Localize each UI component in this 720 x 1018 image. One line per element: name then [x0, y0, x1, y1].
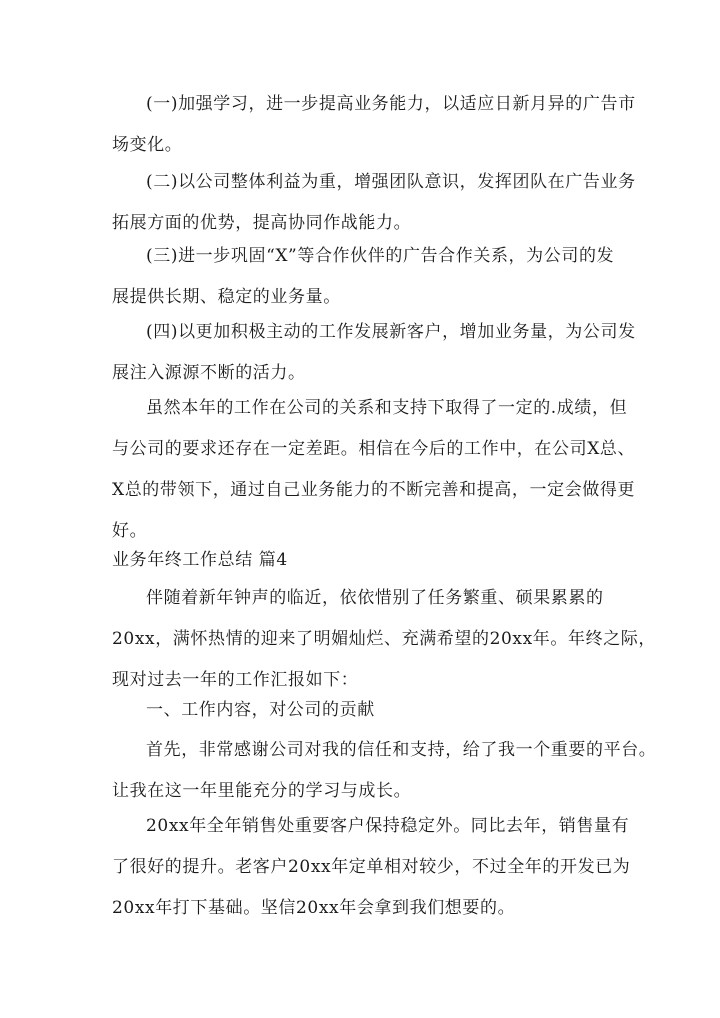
paragraph-line: 让我在这一年里能充分的学习与成长。: [112, 781, 412, 801]
paragraph-line: 好。: [112, 521, 148, 541]
paragraph-6: [112, 578, 657, 701]
paragraph-line: X总的带领下，通过自己业务能力的不断完善和提高，一定会做得更: [112, 480, 636, 500]
paragraph-line: 拓展方面的优势，提高协同作战能力。: [112, 213, 412, 233]
paragraph-line: 与公司的要求还存在一定差距。相信在今后的工作中，在公司X总、: [112, 439, 636, 459]
paragraph-line: 20xx年全年销售处重要客户保持稳定外。同比去年，销售量有: [146, 816, 630, 836]
paragraph-3: [112, 236, 615, 318]
document-page: [112, 0, 657, 1018]
paragraph-line: 了很好的提升。老客户20xx年定单相对较少，不过全年的开发已为: [112, 857, 631, 877]
paragraph-line: 虽然本年的工作在公司的关系和支持下取得了一定的.成绩，但: [146, 398, 628, 418]
paragraph-2: [112, 162, 636, 244]
paragraph-line: 伴随着新年钟声的临近，依依惜别了任务繁重、硕果累累的: [146, 588, 604, 608]
paragraph-line: (二)以公司整体利益为重，增强团队意识，发挥团队在广告业务: [146, 172, 636, 192]
paragraph-line: 20xx年打下基础。坚信20xx年会拿到我们想要的。: [112, 898, 516, 918]
paragraph-line: 展提供长期、稳定的业务量。: [112, 287, 341, 307]
paragraph-4: [112, 312, 636, 394]
paragraph-line: 一、工作内容，对公司的贡献: [146, 700, 375, 720]
paragraph-line: 场变化。: [112, 135, 183, 155]
paragraph-line: 现对过去一年的工作汇报如下：: [112, 670, 359, 690]
paragraph-line: 20xx，满怀热情的迎来了明媚灿烂、充满希望的20xx年。年终之际，: [112, 629, 657, 649]
paragraph-8: [112, 730, 657, 812]
paragraph-line: 展注入源源不断的活力。: [112, 363, 306, 383]
paragraph-1: [112, 84, 636, 166]
paragraph-line: (四)以更加积极主动的工作发展新客户，增加业务量，为公司发: [146, 322, 636, 342]
paragraph-line: 首先，非常感谢公司对我的信任和支持，给了我一个重要的平台。: [146, 740, 657, 760]
paragraph-7: [112, 690, 612, 731]
paragraph-line: (一)加强学习，进一步提高业务能力，以适应日新月异的广告市: [146, 94, 636, 114]
paragraph-9: [112, 806, 631, 929]
heading-line: 业务年终工作总结 篇4: [112, 550, 288, 570]
section-heading: [112, 540, 612, 581]
paragraph-line: (三)进一步巩固“X”等合作伙伴的广告合作关系，为公司的发: [146, 246, 615, 266]
paragraph-5: [112, 388, 636, 552]
